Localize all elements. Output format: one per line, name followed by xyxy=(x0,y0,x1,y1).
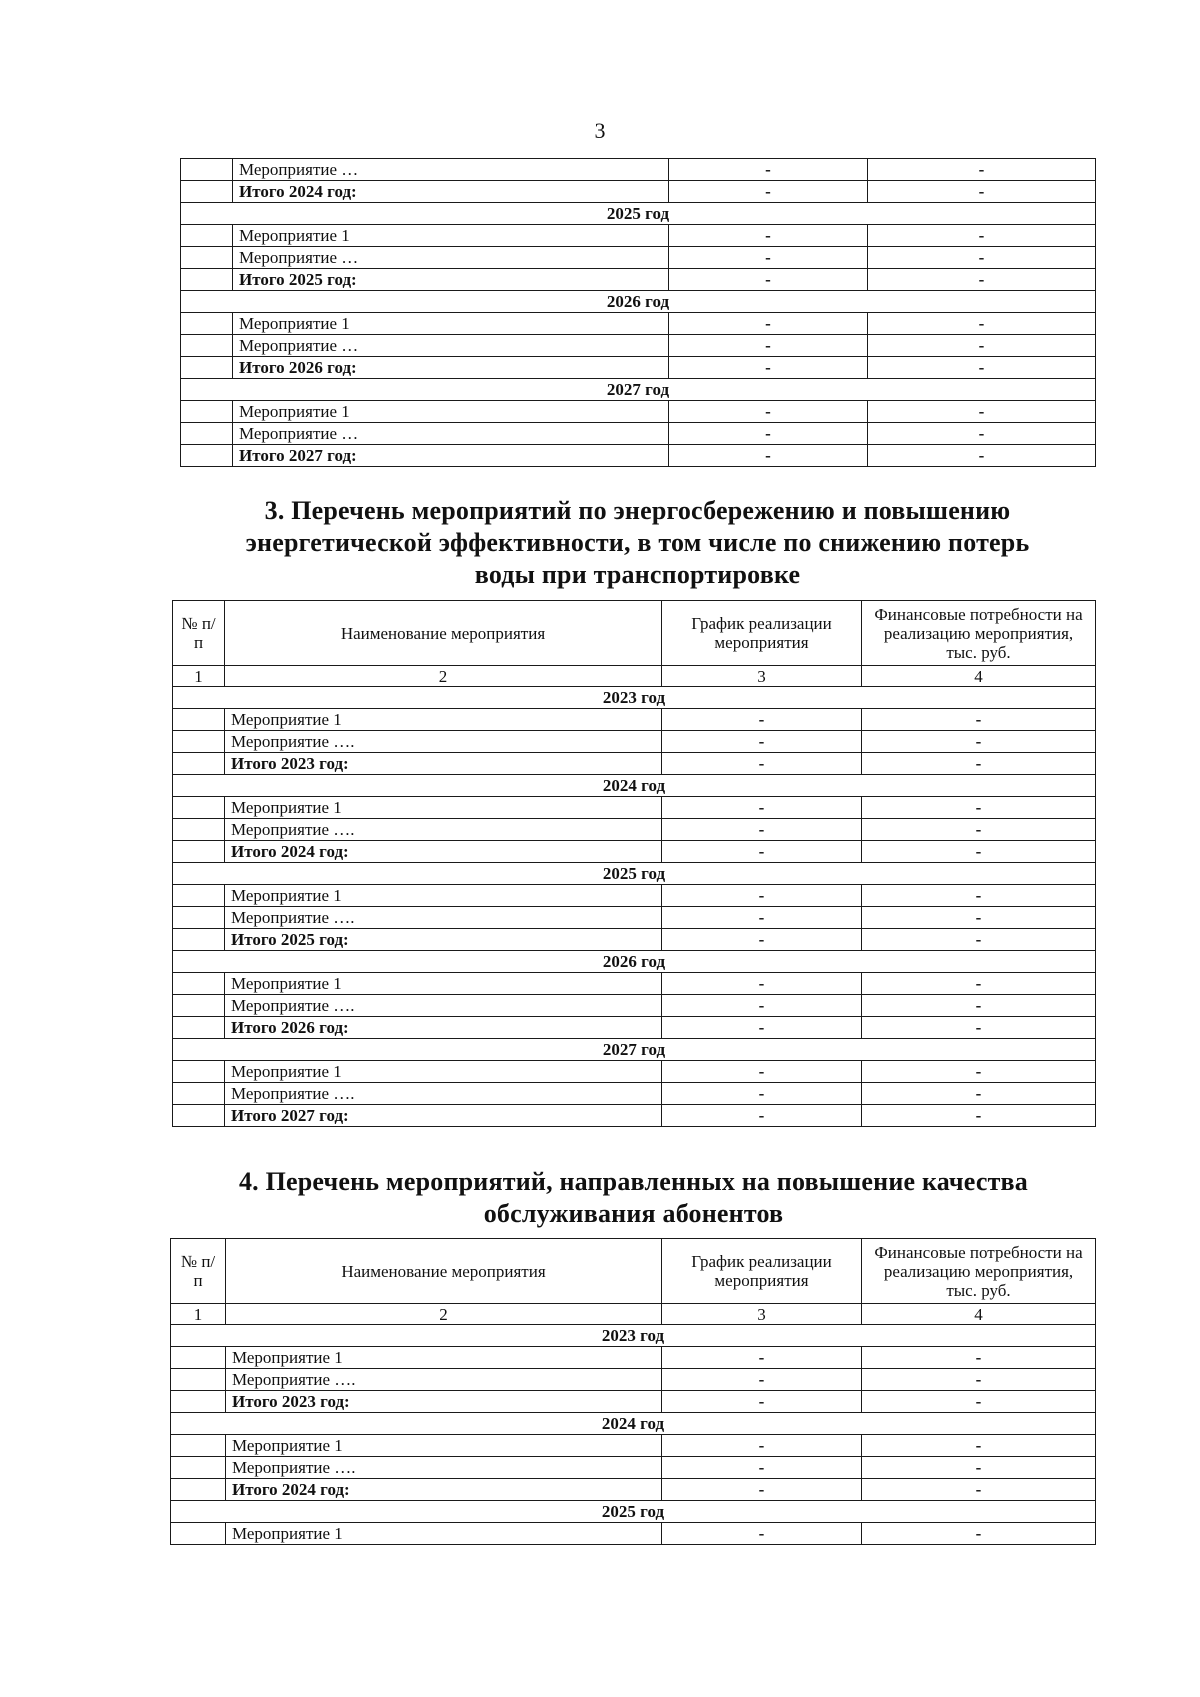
finance-cell: - xyxy=(868,225,1096,247)
header-num: № п/п xyxy=(173,601,225,666)
event-name-cell: Мероприятие 1 xyxy=(226,1347,662,1369)
schedule-cell: - xyxy=(662,973,862,995)
table-row xyxy=(171,1457,1096,1479)
total-label-cell: Итого 2024 год: xyxy=(226,1479,662,1501)
finance-cell: - xyxy=(868,247,1096,269)
schedule-cell: - xyxy=(662,885,862,907)
row-number-cell xyxy=(181,269,233,291)
finance-cell: - xyxy=(868,401,1096,423)
row-number-cell xyxy=(171,1523,226,1545)
table-row-total xyxy=(181,357,1096,379)
year-group-row xyxy=(173,1039,1096,1061)
schedule-cell: - xyxy=(669,225,868,247)
year-group-row xyxy=(171,1413,1096,1435)
column-number: 3 xyxy=(662,666,862,687)
schedule-cell: - xyxy=(662,1457,862,1479)
row-number-cell xyxy=(173,1105,225,1127)
finance-cell: - xyxy=(862,1083,1096,1105)
schedule-cell: - xyxy=(669,269,868,291)
table-row xyxy=(173,731,1096,753)
table-row xyxy=(171,1369,1096,1391)
schedule-cell: - xyxy=(669,445,868,467)
column-number: 2 xyxy=(226,1304,662,1325)
year-group-row xyxy=(173,687,1096,709)
column-number: 1 xyxy=(171,1304,226,1325)
total-label-cell: Итого 2024 год: xyxy=(233,181,669,203)
section-3-title-line: 3. Перечень мероприятий по энергосбережению и повышению xyxy=(264,496,1011,525)
schedule-cell: - xyxy=(662,819,862,841)
column-number: 2 xyxy=(225,666,662,687)
schedule-cell: - xyxy=(662,797,862,819)
row-number-cell xyxy=(173,731,225,753)
finance-cell: - xyxy=(862,841,1096,863)
schedule-cell: - xyxy=(662,1347,862,1369)
table-row-total xyxy=(173,1105,1096,1127)
event-name-cell: Мероприятие …. xyxy=(225,819,662,841)
row-number-cell xyxy=(171,1479,226,1501)
finance-cell: - xyxy=(862,731,1096,753)
schedule-cell: - xyxy=(662,1435,862,1457)
finance-cell: - xyxy=(862,797,1096,819)
schedule-cell: - xyxy=(669,247,868,269)
year-group-row xyxy=(181,203,1096,225)
row-number-cell xyxy=(181,423,233,445)
row-number-cell xyxy=(181,357,233,379)
row-number-cell xyxy=(173,885,225,907)
header-name: Наименование мероприятия xyxy=(225,601,662,666)
event-name-cell: Мероприятие …. xyxy=(225,1083,662,1105)
total-label-cell: Итого 2026 год: xyxy=(225,1017,662,1039)
table-row xyxy=(173,995,1096,1017)
year-group-row xyxy=(173,951,1096,973)
schedule-cell: - xyxy=(669,313,868,335)
row-number-cell xyxy=(173,819,225,841)
finance-cell: - xyxy=(862,885,1096,907)
table-row-total xyxy=(173,753,1096,775)
finance-cell: - xyxy=(868,445,1096,467)
event-name-cell: Мероприятие …. xyxy=(226,1457,662,1479)
header-schedule: График реализации мероприятия xyxy=(662,1239,862,1304)
table-header-row xyxy=(173,601,1096,666)
table-row xyxy=(171,1435,1096,1457)
event-name-cell: Мероприятие …. xyxy=(226,1369,662,1391)
finance-cell: - xyxy=(868,269,1096,291)
year-header-cell: 2026 год xyxy=(181,291,1096,313)
year-group-row xyxy=(173,863,1096,885)
total-label-cell: Итого 2027 год: xyxy=(225,1105,662,1127)
section-4-title xyxy=(172,1166,1095,1230)
section-3-title-line: энергетической эффективности, в том числе по снижению потерь xyxy=(245,528,1030,557)
total-label-cell: Итого 2027 год: xyxy=(233,445,669,467)
event-name-cell: Мероприятие 1 xyxy=(225,709,662,731)
column-number: 3 xyxy=(662,1304,862,1325)
header-num: № п/п xyxy=(171,1239,226,1304)
total-label-cell: Итого 2023 год: xyxy=(226,1391,662,1413)
table-row xyxy=(181,313,1096,335)
event-name-cell: Мероприятие 1 xyxy=(233,401,669,423)
year-header-cell: 2025 год xyxy=(171,1501,1096,1523)
schedule-cell: - xyxy=(662,1061,862,1083)
column-number: 4 xyxy=(862,1304,1096,1325)
finance-cell: - xyxy=(862,1061,1096,1083)
total-label-cell: Итого 2026 год: xyxy=(233,357,669,379)
finance-cell: - xyxy=(862,1391,1096,1413)
finance-cell: - xyxy=(862,819,1096,841)
finance-cell: - xyxy=(862,995,1096,1017)
schedule-cell: - xyxy=(669,401,868,423)
table-row xyxy=(173,885,1096,907)
row-number-cell xyxy=(173,995,225,1017)
row-number-cell xyxy=(181,247,233,269)
year-header-cell: 2023 год xyxy=(173,687,1096,709)
total-label-cell: Итого 2025 год: xyxy=(233,269,669,291)
year-header-cell: 2026 год xyxy=(173,951,1096,973)
page-number: 3 xyxy=(594,118,606,143)
schedule-cell: - xyxy=(669,335,868,357)
table-row xyxy=(173,907,1096,929)
schedule-cell: - xyxy=(662,1083,862,1105)
schedule-cell: - xyxy=(662,1369,862,1391)
row-number-cell xyxy=(173,797,225,819)
schedule-cell: - xyxy=(662,1523,862,1545)
section-4-title-line: обслуживания абонентов xyxy=(483,1199,784,1228)
schedule-cell: - xyxy=(669,159,868,181)
schedule-cell: - xyxy=(669,423,868,445)
table-row-total xyxy=(181,445,1096,467)
event-name-cell: Мероприятие 1 xyxy=(233,225,669,247)
event-name-cell: Мероприятие … xyxy=(233,335,669,357)
header-finance: Финансовые потребности на реализацию мероприятия, тыс. руб. xyxy=(862,601,1096,666)
table-row xyxy=(173,709,1096,731)
table-row xyxy=(171,1523,1096,1545)
year-header-cell: 2023 год xyxy=(171,1325,1096,1347)
row-number-cell xyxy=(173,1017,225,1039)
finance-cell: - xyxy=(862,973,1096,995)
finance-cell: - xyxy=(862,1457,1096,1479)
finance-cell: - xyxy=(862,753,1096,775)
column-number: 4 xyxy=(862,666,1096,687)
column-numbers-row xyxy=(173,666,1096,687)
schedule-cell: - xyxy=(669,181,868,203)
year-group-row xyxy=(181,379,1096,401)
schedule-cell: - xyxy=(662,1479,862,1501)
finance-cell: - xyxy=(868,313,1096,335)
section-3-title-line: воды при транспортировке xyxy=(474,560,801,589)
table-row xyxy=(181,159,1096,181)
schedule-cell: - xyxy=(662,731,862,753)
row-number-cell xyxy=(173,753,225,775)
row-number-cell xyxy=(181,225,233,247)
finance-cell: - xyxy=(868,423,1096,445)
year-header-cell: 2027 год xyxy=(181,379,1096,401)
row-number-cell xyxy=(171,1347,226,1369)
table-row-total xyxy=(181,181,1096,203)
table-row-total xyxy=(171,1391,1096,1413)
schedule-cell: - xyxy=(662,995,862,1017)
header-schedule: График реализации мероприятия xyxy=(662,601,862,666)
schedule-cell: - xyxy=(662,841,862,863)
table-row xyxy=(171,1347,1096,1369)
row-number-cell xyxy=(181,401,233,423)
event-name-cell: Мероприятие …. xyxy=(225,731,662,753)
table-row xyxy=(181,401,1096,423)
event-name-cell: Мероприятие …. xyxy=(225,907,662,929)
table-row xyxy=(173,1061,1096,1083)
row-number-cell xyxy=(171,1369,226,1391)
table-header-row xyxy=(171,1239,1096,1304)
schedule-cell: - xyxy=(662,1391,862,1413)
finance-cell: - xyxy=(862,1523,1096,1545)
finance-cell: - xyxy=(862,1017,1096,1039)
event-name-cell: Мероприятие 1 xyxy=(226,1523,662,1545)
section-3-title xyxy=(180,495,1095,591)
event-name-cell: Мероприятие 1 xyxy=(225,973,662,995)
year-header-cell: 2025 год xyxy=(181,203,1096,225)
finance-cell: - xyxy=(862,1369,1096,1391)
year-group-row xyxy=(173,775,1096,797)
table-row xyxy=(181,225,1096,247)
table-row xyxy=(173,819,1096,841)
row-number-cell xyxy=(173,1083,225,1105)
event-name-cell: Мероприятие …. xyxy=(225,995,662,1017)
event-name-cell: Мероприятие 1 xyxy=(233,313,669,335)
event-name-cell: Мероприятие 1 xyxy=(225,885,662,907)
finance-cell: - xyxy=(862,1105,1096,1127)
header-finance: Финансовые потребности на реализацию мероприятия, тыс. руб. xyxy=(862,1239,1096,1304)
row-number-cell xyxy=(173,973,225,995)
total-label-cell: Итого 2025 год: xyxy=(225,929,662,951)
event-name-cell: Мероприятие … xyxy=(233,159,669,181)
event-name-cell: Мероприятие … xyxy=(233,423,669,445)
column-numbers-row xyxy=(171,1304,1096,1325)
finance-cell: - xyxy=(862,709,1096,731)
row-number-cell xyxy=(181,313,233,335)
row-number-cell xyxy=(173,709,225,731)
table-row xyxy=(181,247,1096,269)
table-row-total xyxy=(173,929,1096,951)
schedule-cell: - xyxy=(662,709,862,731)
service-quality-table xyxy=(170,1238,1096,1545)
schedule-cell: - xyxy=(662,1017,862,1039)
finance-cell: - xyxy=(862,1347,1096,1369)
year-group-row xyxy=(171,1501,1096,1523)
year-group-row xyxy=(171,1325,1096,1347)
year-group-row xyxy=(181,291,1096,313)
schedule-cell: - xyxy=(662,1105,862,1127)
row-number-cell xyxy=(171,1391,226,1413)
row-number-cell xyxy=(181,181,233,203)
finance-cell: - xyxy=(868,181,1096,203)
schedule-cell: - xyxy=(669,357,868,379)
row-number-cell xyxy=(181,445,233,467)
year-header-cell: 2024 год xyxy=(171,1413,1096,1435)
finance-cell: - xyxy=(862,1479,1096,1501)
total-label-cell: Итого 2024 год: xyxy=(225,841,662,863)
schedule-cell: - xyxy=(662,907,862,929)
table-row-total xyxy=(173,841,1096,863)
header-name: Наименование мероприятия xyxy=(226,1239,662,1304)
year-header-cell: 2024 год xyxy=(173,775,1096,797)
table-row xyxy=(181,423,1096,445)
event-name-cell: Мероприятие 1 xyxy=(225,797,662,819)
year-header-cell: 2027 год xyxy=(173,1039,1096,1061)
event-name-cell: Мероприятие 1 xyxy=(226,1435,662,1457)
row-number-cell xyxy=(171,1435,226,1457)
event-name-cell: Мероприятие … xyxy=(233,247,669,269)
section-4-title-line: 4. Перечень мероприятий, направленных на повышение качества xyxy=(238,1167,1028,1196)
row-number-cell xyxy=(173,907,225,929)
schedule-cell: - xyxy=(662,929,862,951)
table-row xyxy=(181,335,1096,357)
finance-cell: - xyxy=(862,1435,1096,1457)
row-number-cell xyxy=(173,929,225,951)
total-label-cell: Итого 2023 год: xyxy=(225,753,662,775)
finance-cell: - xyxy=(862,929,1096,951)
row-number-cell xyxy=(181,335,233,357)
finance-cell: - xyxy=(868,357,1096,379)
row-number-cell xyxy=(171,1457,226,1479)
schedule-cell: - xyxy=(662,753,862,775)
event-name-cell: Мероприятие 1 xyxy=(225,1061,662,1083)
finance-cell: - xyxy=(868,159,1096,181)
events-table-continued xyxy=(180,158,1096,467)
row-number-cell xyxy=(181,159,233,181)
table-row xyxy=(173,797,1096,819)
row-number-cell xyxy=(173,1061,225,1083)
energy-saving-table xyxy=(172,600,1096,1127)
finance-cell: - xyxy=(862,907,1096,929)
table-row-total xyxy=(173,1017,1096,1039)
table-row-total xyxy=(171,1479,1096,1501)
table-row-total xyxy=(181,269,1096,291)
row-number-cell xyxy=(173,841,225,863)
finance-cell: - xyxy=(868,335,1096,357)
table-row xyxy=(173,1083,1096,1105)
year-header-cell: 2025 год xyxy=(173,863,1096,885)
table-row xyxy=(173,973,1096,995)
column-number: 1 xyxy=(173,666,225,687)
